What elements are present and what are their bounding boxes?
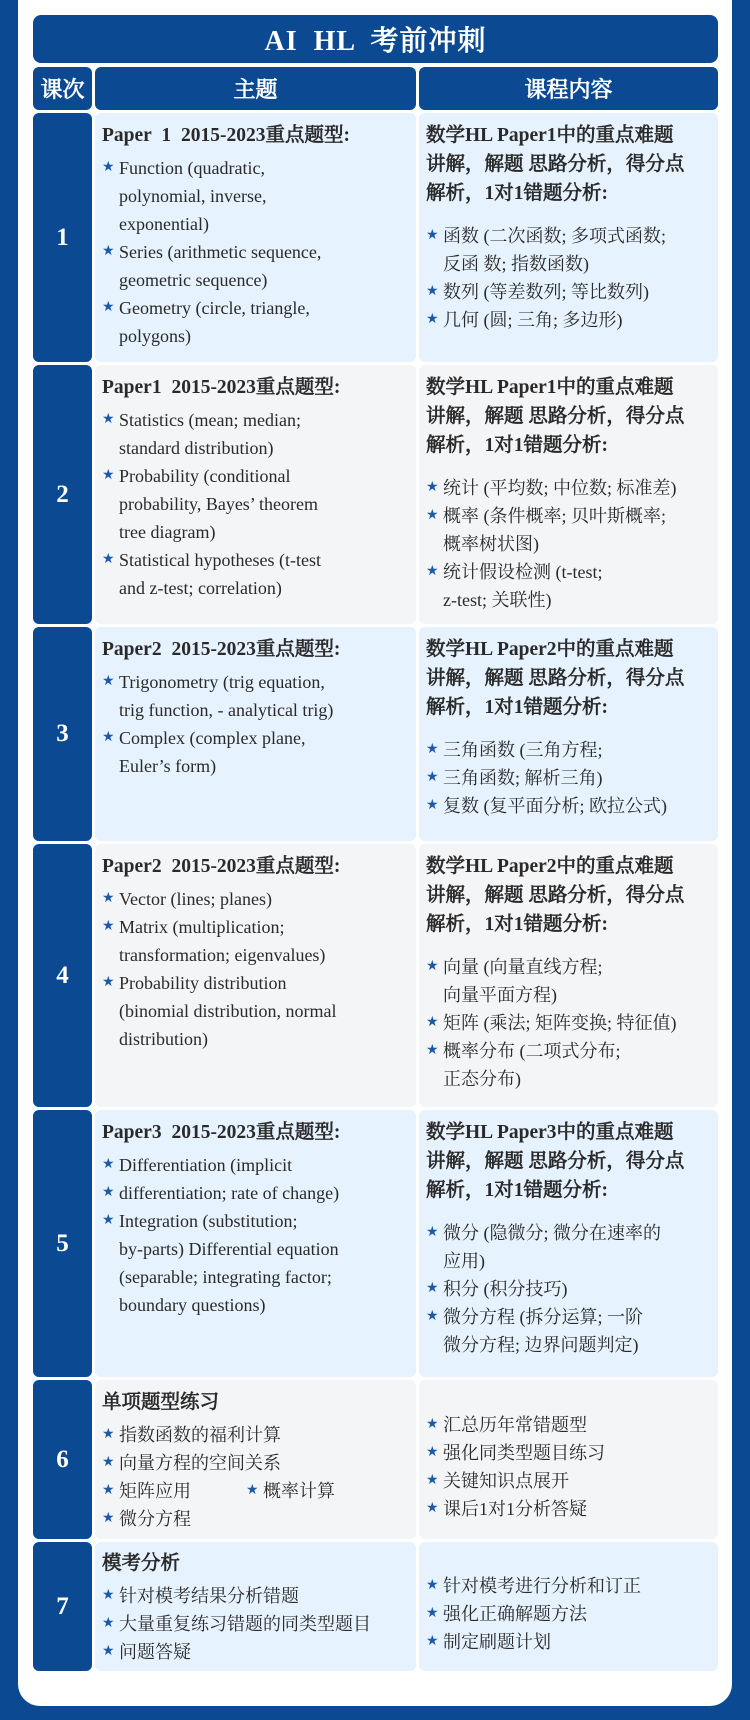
topic-heading: Paper1 2015-2023重点题型:: [102, 377, 341, 398]
list-item: [426, 1600, 712, 1628]
star-icon: [102, 1505, 119, 1533]
star-icon: [426, 792, 443, 820]
star-icon: [426, 558, 443, 586]
topic-heading: Paper2 2015-2023重点题型:: [102, 639, 341, 660]
star-icon: [102, 1421, 119, 1449]
list-item-text: Geometry (circle, triangle, polygons): [119, 298, 310, 346]
list-item-text: 向量方程的空间关系: [119, 1453, 281, 1473]
list-item-text: 三角函数; 解析三角): [443, 768, 603, 788]
star-icon: [102, 969, 119, 997]
star-icon: [102, 406, 119, 434]
list-item: [102, 1207, 410, 1319]
list-item: [102, 462, 410, 546]
content-list: [426, 953, 712, 1093]
content-list: [426, 222, 712, 334]
star-icon: [426, 1219, 443, 1247]
list-item-text: 概率计算: [263, 1481, 335, 1501]
star-icon: [102, 238, 119, 266]
content-heading: 数学HL Paper2中的重点难题 讲解，解题 思路分析，得分点 解析，1对1错题分析:: [426, 856, 685, 935]
list-item: [426, 278, 712, 306]
star-icon: [102, 1449, 119, 1477]
star-icon: [426, 278, 443, 306]
list-item-text: differentiation; rate of change): [119, 1183, 340, 1203]
lesson-number: [33, 365, 92, 624]
star-icon: [102, 462, 119, 490]
list-item: [102, 1449, 410, 1477]
header-content: 课程内容: [419, 67, 718, 110]
list-item: [102, 1582, 410, 1610]
star-icon: [102, 154, 119, 182]
topic-cell: [95, 365, 416, 624]
list-item-text: Differentiation (implicit: [119, 1155, 293, 1175]
star-icon: [102, 1610, 119, 1638]
list-item-text: 函数 (二次函数; 多项式函数; 反函 数; 指数函数): [443, 226, 666, 274]
lesson-number-text: 7: [56, 1592, 69, 1620]
content-list: [426, 474, 712, 614]
list-item-text: Matrix (multiplication; transformation; eigenvalues): [119, 917, 326, 965]
star-icon: [426, 736, 443, 764]
list-item-text: 数列 (等差数列; 等比数列): [443, 282, 649, 302]
list-item: [426, 736, 712, 764]
list-item-text: 矩阵应用: [119, 1481, 191, 1501]
content-cell: [419, 627, 718, 841]
list-item: [426, 502, 712, 558]
lesson-number-text: 4: [56, 961, 69, 989]
list-item: [426, 1495, 712, 1523]
list-item-text: Integration (substitution; by-parts) Differential equation (separable; integrating factor; boundary questions): [119, 1211, 339, 1315]
topic-list: [102, 154, 410, 350]
star-icon: [426, 474, 443, 502]
star-icon: [426, 222, 443, 250]
star-icon: [426, 1439, 443, 1467]
content-heading: 数学HL Paper3中的重点难题 讲解，解题 思路分析，得分点 解析，1对1错题分析:: [426, 1122, 685, 1201]
list-item: [426, 1303, 712, 1359]
list-item-text: 强化同类型题目练习: [443, 1443, 605, 1463]
lesson-number-text: 5: [56, 1229, 69, 1257]
topic-cell: [95, 627, 416, 841]
star-icon: [426, 1275, 443, 1303]
topic-cell: [95, 113, 416, 362]
list-item: [426, 1411, 712, 1439]
star-icon: [426, 953, 443, 981]
star-icon: [102, 724, 119, 752]
star-icon: [102, 1207, 119, 1235]
content-list: [426, 1411, 712, 1523]
list-item: [102, 724, 410, 780]
lesson-number: [33, 113, 92, 362]
star-icon: [102, 1151, 119, 1179]
content-cell: [419, 1542, 718, 1671]
star-icon: [426, 1037, 443, 1065]
table-row: [33, 113, 718, 362]
list-item: [426, 1275, 712, 1303]
star-icon: [426, 1009, 443, 1037]
list-item-text: 向量 (向量直线方程; 向量平面方程): [443, 957, 603, 1005]
list-item-text: 矩阵 (乘法; 矩阵变换; 特征值): [443, 1013, 677, 1033]
table-header: [33, 67, 718, 110]
star-icon: [426, 502, 443, 530]
table-row: [33, 1542, 718, 1671]
star-icon: [102, 1179, 119, 1207]
topic-heading: 单项题型练习: [102, 1392, 220, 1413]
content-cell: [419, 844, 718, 1107]
list-item-text: Probability (conditional probability, Bayes’ theorem tree diagram): [119, 466, 318, 542]
list-item-text: 复数 (复平面分析; 欧拉公式): [443, 796, 667, 816]
list-item: [102, 238, 410, 294]
list-item: [426, 1219, 712, 1275]
list-item: [426, 764, 712, 792]
list-item: [426, 1572, 712, 1600]
content-heading: 数学HL Paper2中的重点难题 讲解，解题 思路分析，得分点 解析，1对1错题分析:: [426, 639, 685, 718]
list-item: [426, 1467, 712, 1495]
star-icon: [426, 1467, 443, 1495]
list-item-text: 关键知识点展开: [443, 1471, 569, 1491]
list-item: [426, 222, 712, 278]
star-icon: [426, 1600, 443, 1628]
list-item: [102, 1638, 410, 1666]
content-heading: 数学HL Paper1中的重点难题 讲解，解题 思路分析，得分点 解析，1对1错题分析:: [426, 125, 685, 204]
lesson-number-text: 2: [56, 480, 69, 508]
list-item-text: 微分方程: [119, 1509, 191, 1529]
list-item: [102, 1610, 410, 1638]
lesson-number: [33, 844, 92, 1107]
star-icon: [426, 764, 443, 792]
content-cell: [419, 365, 718, 624]
list-item: [102, 546, 410, 602]
list-item: [426, 1439, 712, 1467]
list-item: [426, 1009, 712, 1037]
content-cell: [419, 1110, 718, 1377]
list-item-text: Series (arithmetic sequence, geometric sequence): [119, 242, 322, 290]
content-cell: [419, 1380, 718, 1539]
topic-list: [102, 885, 410, 1053]
table-row: [33, 365, 718, 624]
star-icon: [102, 885, 119, 913]
lesson-number: [33, 1110, 92, 1377]
list-item-text: 积分 (积分技巧): [443, 1279, 568, 1299]
content-list: [426, 1219, 712, 1359]
star-icon: [102, 1638, 119, 1666]
list-item: [102, 913, 410, 969]
list-item-text: 问题答疑: [119, 1642, 191, 1662]
star-icon: [102, 1477, 119, 1505]
star-icon: [426, 1628, 443, 1656]
list-item-text: 强化正确解题方法: [443, 1604, 587, 1624]
topic-heading: 模考分析: [102, 1553, 181, 1574]
list-item: [426, 1628, 712, 1656]
list-item: [426, 306, 712, 334]
list-item-text: 汇总历年常错题型: [443, 1415, 587, 1435]
list-item-text: 微分方程 (拆分运算; 一阶 微分方程; 边界问题判定): [443, 1307, 643, 1355]
list-item: [102, 154, 410, 238]
list-item-text: 课后1对1分析答疑: [443, 1499, 587, 1519]
list-item: [102, 406, 410, 462]
star-icon: [102, 294, 119, 322]
content-cell: [419, 113, 718, 362]
list-item: [102, 1151, 410, 1179]
list-item: [426, 1037, 712, 1093]
lesson-number: [33, 1380, 92, 1539]
list-item: [102, 885, 410, 913]
list-item: [102, 1505, 410, 1533]
star-icon: [102, 546, 119, 574]
list-item-text: 统计 (平均数; 中位数; 标准差): [443, 478, 677, 498]
page-title: AI HL 考前冲刺: [33, 15, 718, 63]
lesson-number: [33, 627, 92, 841]
list-item-text: Vector (lines; planes): [119, 889, 272, 909]
list-item-text: Complex (complex plane, Euler’s form): [119, 728, 306, 776]
table-row: [33, 1380, 718, 1539]
list-item: [102, 969, 410, 1053]
table-row: [33, 627, 718, 841]
list-item-text: 制定刷题计划: [443, 1632, 551, 1652]
list-item-text: 指数函数的福利计算: [119, 1425, 281, 1445]
list-item: [102, 1179, 410, 1207]
list-item-text: Function (quadratic, polynomial, inverse, exponential): [119, 158, 267, 234]
star-icon: [426, 1495, 443, 1523]
lesson-number: [33, 1542, 92, 1671]
course-table: [33, 67, 718, 1671]
list-item-text: Probability distribution (binomial distribution, normal distribution): [119, 973, 337, 1049]
list-item: [102, 668, 410, 724]
star-icon: [102, 913, 119, 941]
topic-heading: Paper3 2015-2023重点题型:: [102, 1122, 341, 1143]
content-list: [426, 736, 712, 820]
topic-cell: [95, 1380, 416, 1539]
star-icon: [102, 668, 119, 696]
table-row: [33, 1110, 718, 1377]
topic-list: [102, 1151, 410, 1319]
list-item-text: Statistical hypotheses (t-test and z-test; correlation): [119, 550, 321, 598]
header-lesson: 课次: [33, 67, 92, 110]
content-heading: 数学HL Paper1中的重点难题 讲解，解题 思路分析，得分点 解析，1对1错题分析:: [426, 377, 685, 456]
star-icon: [246, 1477, 263, 1505]
lesson-number-text: 3: [56, 720, 69, 747]
list-item-text: 针对模考结果分析错题: [119, 1586, 299, 1606]
list-item: [426, 792, 712, 820]
topic-heading: Paper 1 2015-2023重点题型:: [102, 125, 350, 146]
list-item-text: Trigonometry (trig equation, trig function, - analytical trig): [119, 672, 334, 720]
list-item: [426, 558, 712, 614]
star-icon: [426, 1303, 443, 1331]
list-item-text: 三角函数 (三角方程;: [443, 740, 603, 760]
list-item-text: Statistics (mean; median; standard distribution): [119, 410, 301, 458]
topic-cell: [95, 1542, 416, 1671]
list-item-text: 概率 (条件概率; 贝叶斯概率; 概率树状图): [443, 506, 666, 554]
table-row: [33, 844, 718, 1107]
list-item-text: 统计假设检测 (t-test; z-test; 关联性): [443, 562, 603, 610]
list-item: [426, 474, 712, 502]
topic-list: [102, 1582, 410, 1666]
star-icon: [426, 1411, 443, 1439]
content-list: [426, 1572, 712, 1656]
header-topic: 主题: [95, 67, 416, 110]
topic-list: [102, 668, 410, 780]
list-item: [246, 1477, 410, 1505]
star-icon: [426, 306, 443, 334]
topic-cell: [95, 844, 416, 1107]
lesson-number-text: 6: [56, 1445, 69, 1473]
topic-heading: Paper2 2015-2023重点题型:: [102, 856, 341, 877]
topic-list: [102, 1421, 410, 1533]
list-item: [426, 953, 712, 1009]
list-item: [102, 1421, 410, 1449]
list-item-text: 概率分布 (二项式分布; 正态分布): [443, 1041, 621, 1089]
list-item-text: 微分 (隐微分; 微分在速率的 应用): [443, 1223, 661, 1271]
list-item-text: 大量重复练习错题的同类型题目: [119, 1614, 371, 1634]
list-item-text: 针对模考进行分析和订正: [443, 1576, 641, 1596]
topic-cell: [95, 1110, 416, 1377]
topic-list: [102, 406, 410, 602]
star-icon: [426, 1572, 443, 1600]
star-icon: [102, 1582, 119, 1610]
lesson-number-text: 1: [56, 223, 69, 251]
list-item: [102, 1477, 246, 1505]
list-item-text: 几何 (圆; 三角; 多边形): [443, 310, 623, 330]
list-item: [102, 294, 410, 350]
